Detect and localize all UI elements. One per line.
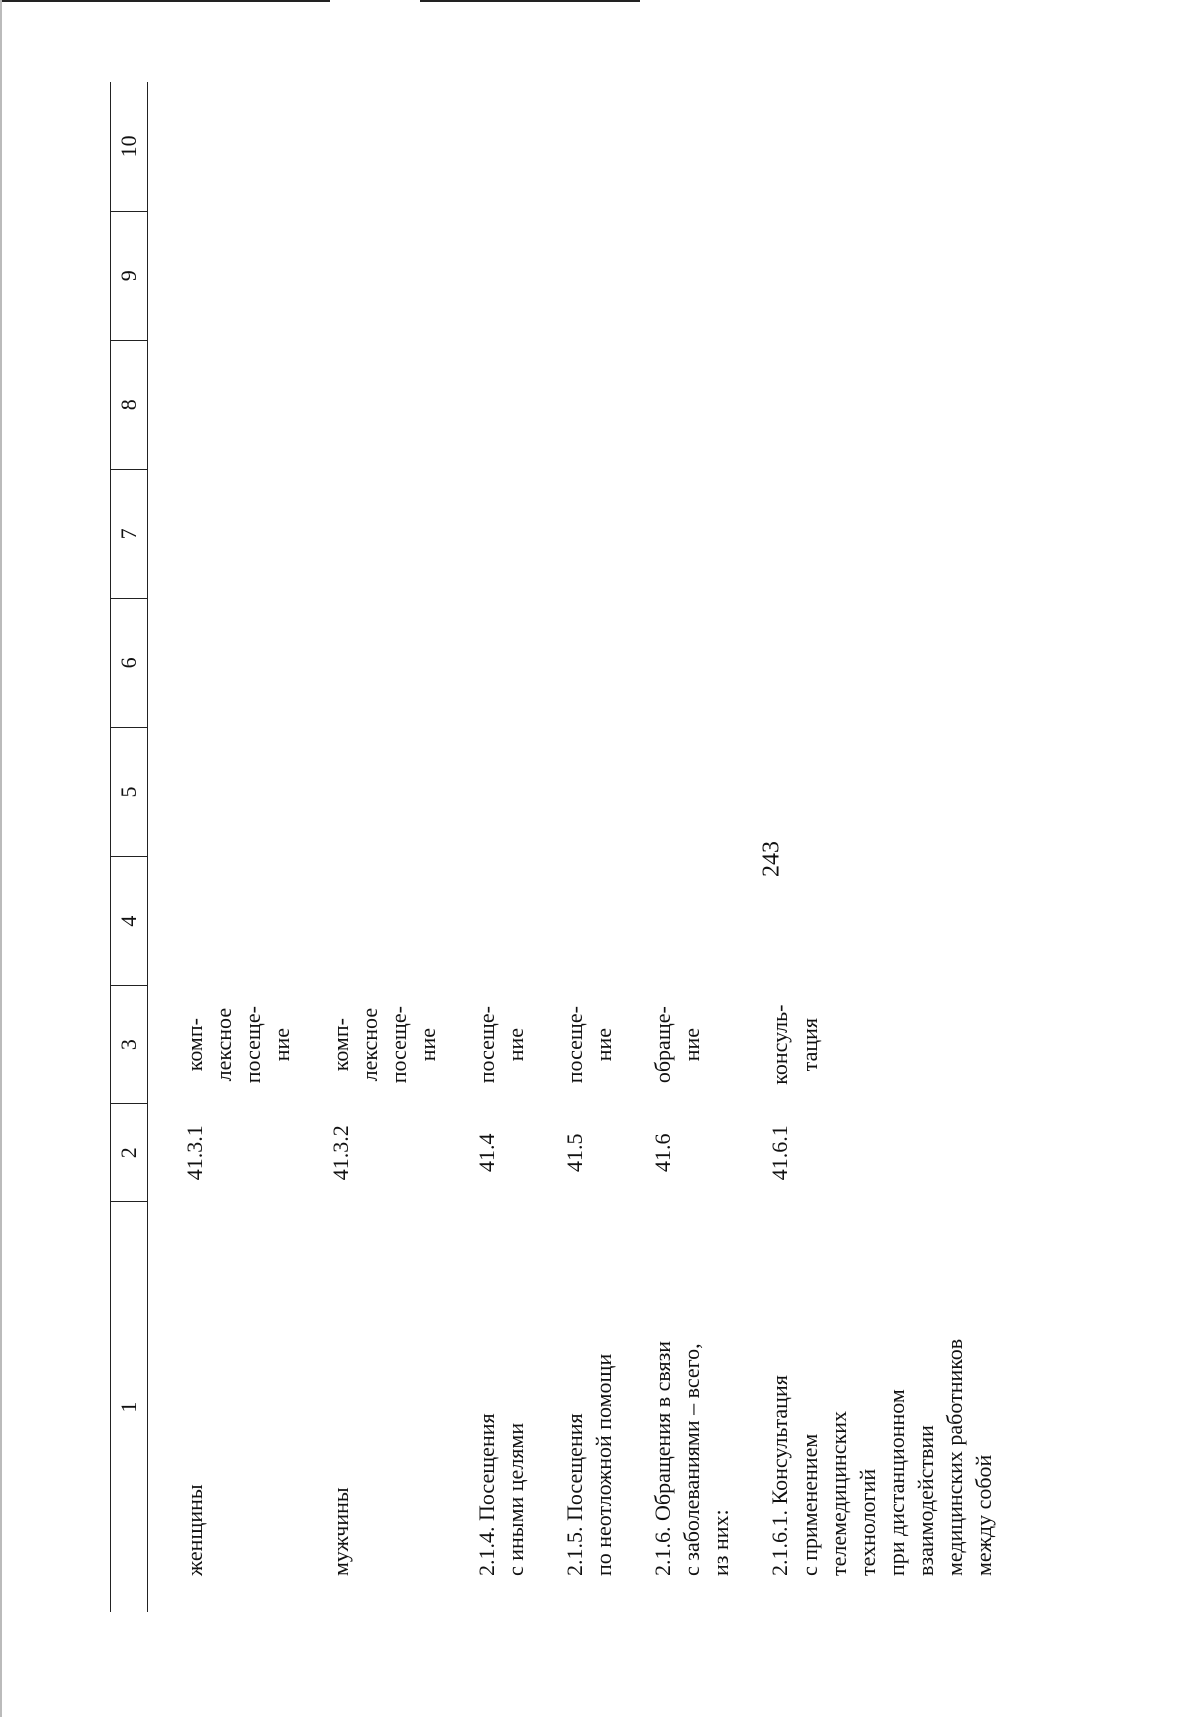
empty-cell	[472, 598, 560, 727]
empty-cell	[560, 469, 648, 598]
row-code: 41.3.2	[328, 1125, 354, 1181]
column-header: 9	[111, 211, 148, 340]
empty-cell	[326, 469, 472, 598]
column-header: 1	[111, 1202, 148, 1612]
row-unit	[472, 986, 560, 1104]
name-line: технологий	[854, 1468, 880, 1576]
empty-cell	[648, 82, 765, 211]
empty-cell	[648, 211, 765, 340]
empty-cell	[472, 211, 560, 340]
unit-line: обраще-	[650, 1006, 676, 1084]
name-line: 2.1.6.1. Консультация	[767, 1375, 793, 1576]
empty-cell	[148, 727, 327, 856]
empty-cell	[765, 598, 1027, 727]
empty-cell	[148, 469, 327, 598]
row-unit	[765, 986, 1027, 1104]
name-line: с заболеваниями – всего,	[679, 1343, 705, 1576]
scan-artifact-line	[0, 0, 330, 2]
table-container	[110, 82, 1130, 1612]
name-line: по неотложной помощи	[591, 1353, 617, 1576]
unit-line: ние	[591, 1027, 617, 1062]
unit-line: ние	[679, 1027, 705, 1062]
row-name-text: мужчины	[328, 1487, 354, 1576]
row-unit	[148, 986, 327, 1104]
empty-cell	[472, 727, 560, 856]
name-line: между собой	[970, 1454, 996, 1576]
column-header: 6	[111, 598, 148, 727]
empty-cell	[560, 727, 648, 856]
table-row	[326, 82, 472, 1612]
unit-line: консуль-	[767, 1004, 793, 1085]
column-header: 3	[111, 986, 148, 1104]
row-code: 41.5	[562, 1133, 588, 1172]
empty-cell	[765, 340, 1027, 469]
empty-cell	[648, 598, 765, 727]
row-unit	[560, 986, 648, 1104]
unit-line: комп-	[182, 1018, 207, 1072]
empty-cell	[560, 82, 648, 211]
row-name	[765, 1202, 1027, 1612]
row-name	[472, 1202, 560, 1612]
table-row	[765, 82, 1027, 1612]
empty-cell	[148, 598, 327, 727]
empty-cell	[326, 857, 472, 986]
empty-cell	[148, 857, 327, 986]
row-unit	[326, 986, 472, 1104]
empty-cell	[560, 211, 648, 340]
empty-cell	[648, 727, 765, 856]
empty-cell	[765, 82, 1027, 211]
empty-cell	[326, 211, 472, 340]
empty-cell	[148, 211, 327, 340]
empty-cell	[472, 469, 560, 598]
table-row	[560, 82, 648, 1612]
empty-cell	[472, 82, 560, 211]
column-header: 8	[111, 340, 148, 469]
table-row	[472, 82, 560, 1612]
empty-cell	[148, 340, 327, 469]
name-line: 2.1.4. Посещения	[474, 1413, 500, 1576]
empty-cell	[765, 469, 1027, 598]
empty-cell	[472, 340, 560, 469]
name-line: с иными целями	[503, 1422, 529, 1576]
row-code: 41.3.1	[182, 1125, 207, 1181]
empty-cell	[648, 857, 765, 986]
empty-cell	[560, 857, 648, 986]
statistics-table	[110, 82, 1028, 1612]
table-row	[648, 82, 765, 1612]
name-line: с применением	[796, 1433, 822, 1576]
empty-cell	[560, 340, 648, 469]
unit-line: посеще-	[386, 1006, 412, 1084]
unit-line: посеще-	[562, 1006, 588, 1084]
row-code: 41.6	[650, 1133, 676, 1172]
name-line: медицинских работников	[941, 1338, 967, 1576]
row-code: 41.4	[474, 1133, 500, 1172]
name-line: при дистанционном	[883, 1389, 909, 1576]
empty-cell	[472, 857, 560, 986]
unit-line: лексное	[357, 1007, 383, 1082]
row-name	[648, 1202, 765, 1612]
name-line: из них:	[708, 1509, 734, 1576]
name-line: взаимодействии	[912, 1425, 938, 1576]
unit-line: ние	[503, 1027, 529, 1062]
scan-edge	[0, 0, 2, 1717]
row-name-text: женщины	[182, 1484, 207, 1576]
empty-cell	[326, 340, 472, 469]
empty-cell	[648, 340, 765, 469]
unit-line: тация	[796, 1017, 822, 1072]
name-line: 2.1.6. Обращения в связи	[650, 1340, 676, 1576]
table-row	[148, 82, 327, 1612]
empty-cell	[765, 727, 1027, 856]
header-row	[111, 82, 148, 1612]
unit-line: посеще-	[240, 1006, 266, 1084]
column-header: 7	[111, 469, 148, 598]
scan-artifact-line	[420, 0, 640, 2]
column-header: 10	[111, 82, 148, 211]
column-header: 4	[111, 857, 148, 986]
name-line: 2.1.5. Посещения	[562, 1413, 588, 1576]
column-header: 5	[111, 727, 148, 856]
name-line: телемедицинских	[825, 1410, 851, 1576]
column-header: 2	[111, 1104, 148, 1202]
unit-line: ние	[269, 1027, 295, 1062]
empty-cell	[648, 469, 765, 598]
empty-cell	[148, 82, 327, 211]
unit-line: комп-	[328, 1018, 354, 1072]
unit-line: лексное	[211, 1007, 237, 1082]
empty-cell	[326, 82, 472, 211]
row-name	[326, 1202, 472, 1612]
empty-cell	[765, 857, 1027, 986]
empty-cell	[326, 598, 472, 727]
row-name	[148, 1202, 327, 1612]
row-code: 41.6.1	[767, 1125, 793, 1181]
row-name	[560, 1202, 648, 1612]
row-unit	[648, 986, 765, 1104]
empty-cell	[765, 211, 1027, 340]
unit-line: ние	[415, 1027, 441, 1062]
unit-line: посеще-	[474, 1006, 500, 1084]
page-number: 243	[758, 841, 785, 877]
empty-cell	[326, 727, 472, 856]
empty-cell	[560, 598, 648, 727]
